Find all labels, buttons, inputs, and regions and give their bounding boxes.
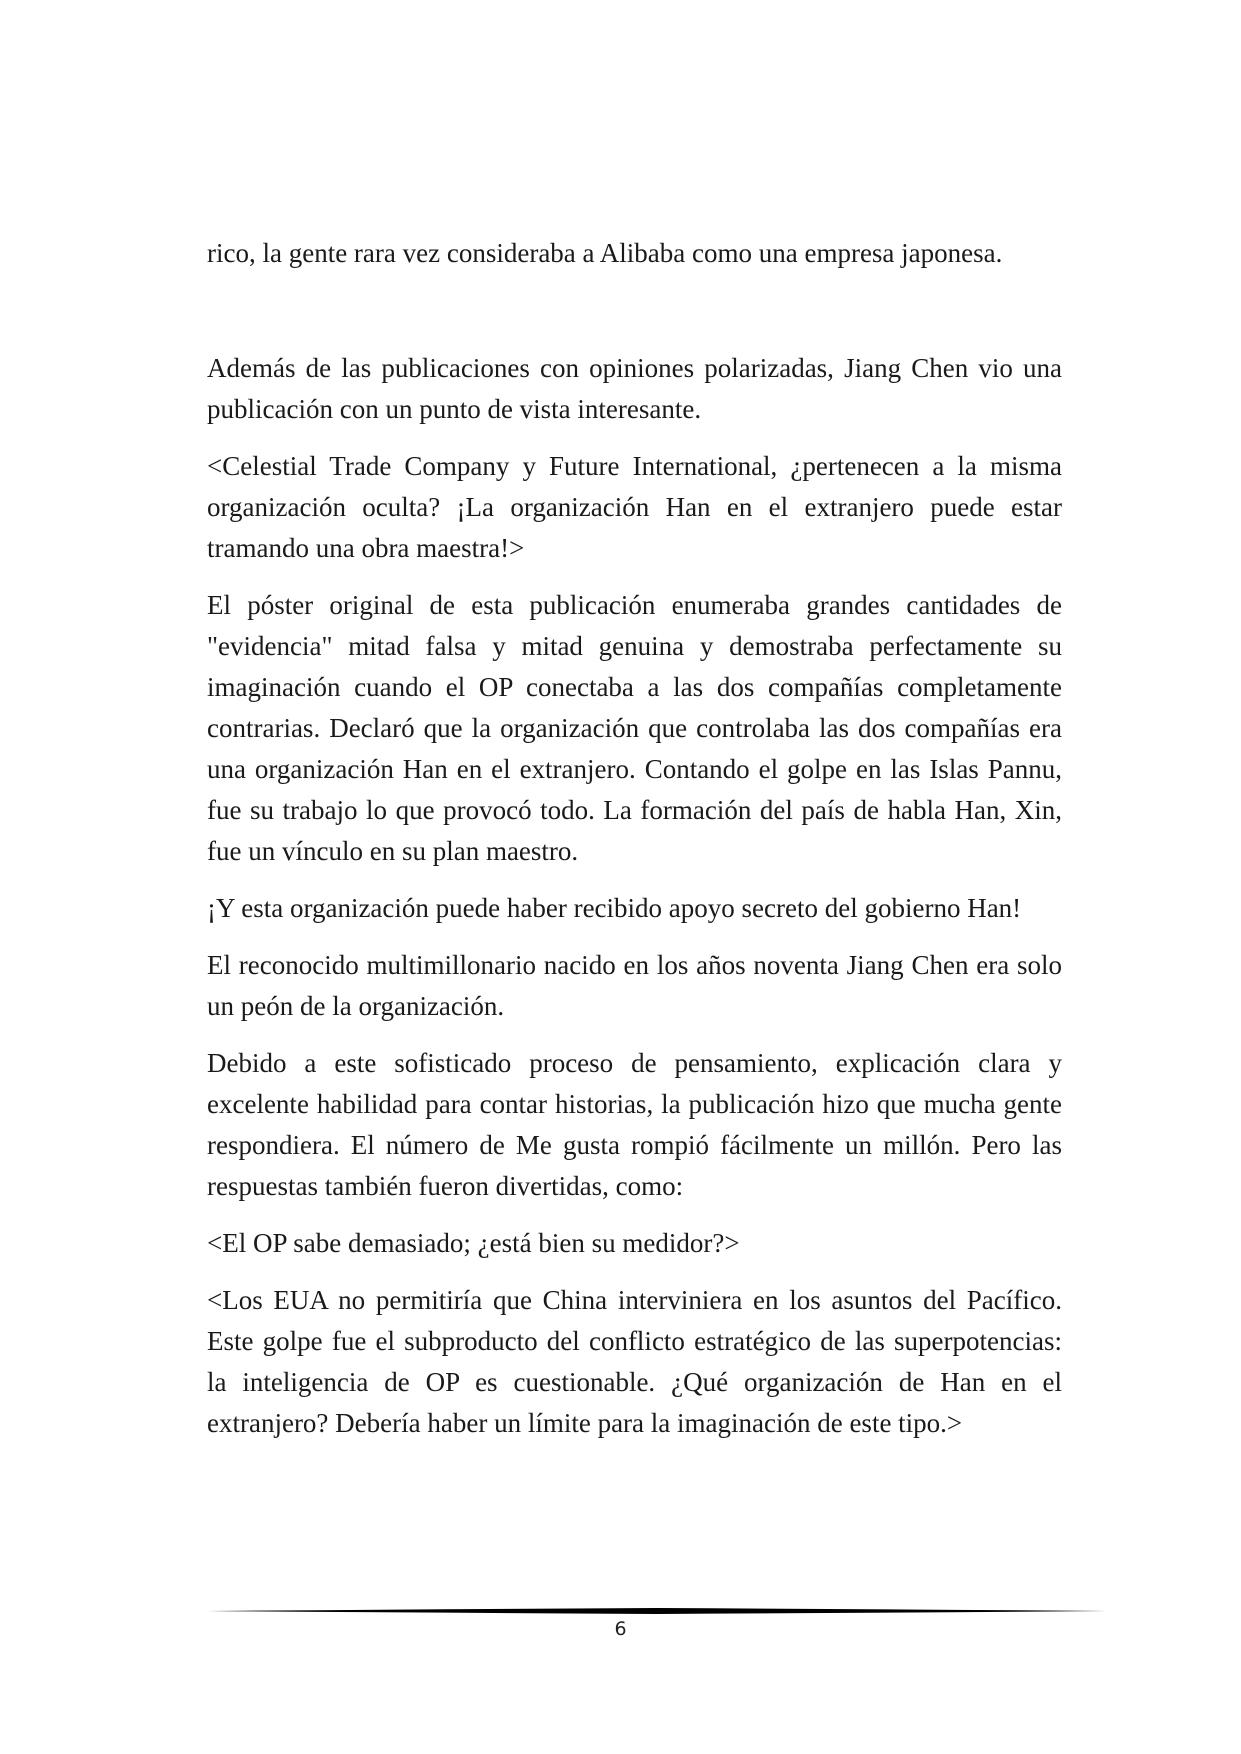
quoted-post-title: <Celestial Trade Company y Future International, ¿pertenecen a la misma organización oculta? ¡La organización Han en el extranjero puede estar tramando una obra maestra!>: [207, 451, 1062, 563]
paragraph-intro-post: Además de las publicaciones con opiniones polarizadas, Jiang Chen vio una publicación con un punto de vista interesante.: [207, 353, 1062, 424]
page-body: [207, 233, 1062, 1444]
paragraph-post-description: El póster original de esta publicación enumeraba grandes cantidades de "evidencia" mitad falsa y mitad genuina y demostraba perfectamente su imaginación cuando el OP conectaba a las dos compañías completamente contrarias. Declaró que la organización que controlaba las dos compañías era una organización Han en el extranjero. Contando el golpe en las Islas Pannu, fue su trabajo lo que provocó todo. La formación del país de habla Han, Xin, fue un vínculo en su plan maestro.: [207, 590, 1062, 866]
footer-divider: [207, 1606, 1107, 1616]
quoted-reply-2: <Los EUA no permitiría que China interviniera en los asuntos del Pacífico. Este golpe fue el subproducto del conflicto estratégico de las superpotencias: la inteligencia de OP es cuestionable. ¿Qué organización de Han en el extranjero? Debería haber un límite para la imaginación de este tipo.>: [207, 1285, 1062, 1438]
paragraph-continuation: rico, la gente rara vez consideraba a Alibaba como una empresa japonesa.: [207, 238, 1003, 268]
paragraph-government-support: ¡Y esta organización puede haber recibido apoyo secreto del gobierno Han!: [207, 893, 1022, 923]
paragraph-pawn: El reconocido multimillonario nacido en los años noventa Jiang Chen era solo un peón de la organización.: [207, 950, 1062, 1021]
page-number: 6: [614, 1618, 627, 1640]
quoted-reply-1: <El OP sabe demasiado; ¿está bien su medidor?>: [207, 1228, 740, 1258]
paragraph-responses: Debido a este sofisticado proceso de pensamiento, explicación clara y excelente habilidad para contar historias, la publicación hizo que mucha gente respondiera. El número de Me gusta rompió fácilmente un millón. Pero las respuestas también fueron divertidas, como:: [207, 1048, 1062, 1201]
